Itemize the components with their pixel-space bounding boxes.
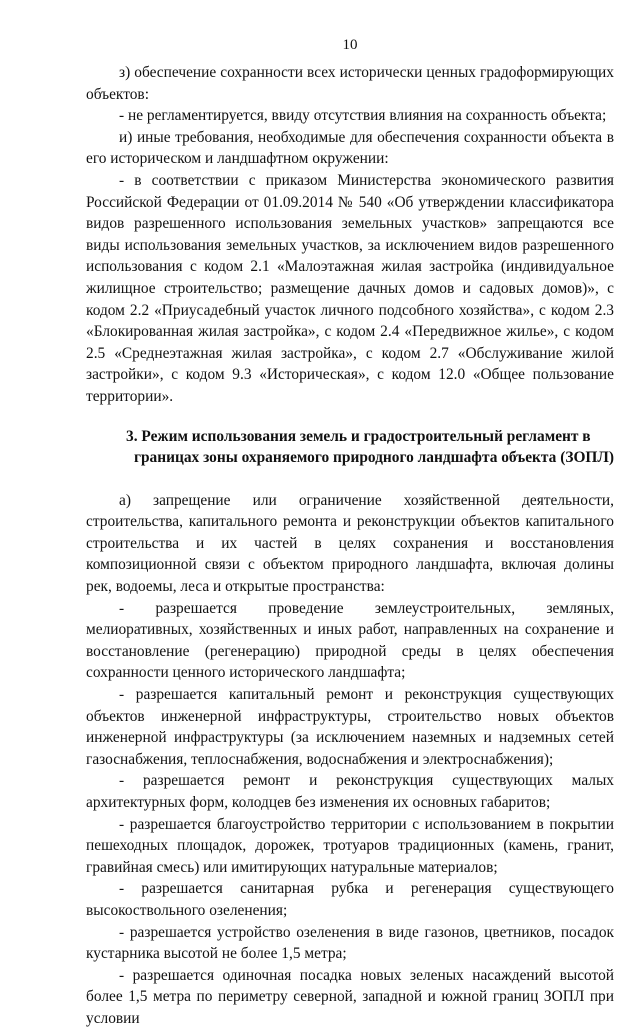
paragraph-i-item: - в соответствии с приказом Министерства экономического развития Российской Федерации от 01.09.2014 № 540 «Об утверждении классификатора видов разрешенного использования земельных участков» запрещаются все виды использования земельных участков, за исключением видов разрешенного использования с кодом 2.1 «Малоэтажная жилая застройка (индивидуальное жилищное строительство; размещение дачных домов и садовых домов)», с кодом 2.2 «Приусадебный участок личного подсобного хозяйства», с кодом 2.3 «Блокированная жилая застройка», с кодом 2.4 «Передвижное жилье», с кодом 2.5 «Среднеэтажная жилая застройка», с кодом 2.7 «Обслуживание жилой застройки», с кодом 9.3 «Историческая», с кодом 12.0 «Общее пользование территории».: [86, 171, 614, 405]
list-item: - разрешается проведение землеустроительных, земляных, мелиоративных, хозяйственных и иных работ, направленных на сохранение и восстановление (регенерацию) природной среды в целях обеспечения сохранности ценного исторического ландшафта;: [86, 599, 614, 682]
page-number: 10: [342, 37, 358, 53]
list-item: - разрешается санитарная рубка и регенерация существующего высокоствольного озеленения;: [86, 880, 614, 919]
paragraph-z-item: - не регламентируется, ввиду отсутствия влияния на сохранность объекта;: [119, 107, 607, 125]
list-item: - разрешается ремонт и реконструкция существующих малых архитектурных форм, колодцев без изменения их основных габаритов;: [86, 772, 614, 811]
list-item: - разрешается устройство озеленения в виде газонов, цветников, посадок кустарника высотой не более 1,5 метра;: [86, 923, 614, 963]
paragraph-a: а) запрещение или ограничение хозяйственной деятельности, строительства, капитального ремонта и реконструкции объектов капитального строительства и их частей в целях сохранения и восстановления композиционной связи с объектом природного ландшафта, включая долины рек, водоемы, леса и открытые пространства:: [86, 491, 614, 596]
document-body: [86, 62, 614, 1030]
list-item: - разрешается благоустройство территории с использованием в покрытии пешеходных площадок, дорожек, тротуаров традиционных (камень, гранит, гравийная смесь) или имитирующих натуральные материалов;: [86, 815, 614, 876]
paragraph-i: и) иные требования, необходимые для обеспечения сохранности объекта в его историческом и ландшафтном окружении:: [86, 128, 614, 168]
section-title: [86, 426, 614, 469]
list-item: - разрешается одиночная посадка новых зеленых насаждений высотой более 1,5 метра по периметру северной, западной и южной границ ЗОПЛ при условии: [86, 966, 614, 1027]
section-title-line1: 3. Режим использования земель и градостроительный регламент в: [126, 427, 591, 445]
section-title-line2: границах зоны охраняемого природного ландшафта объекта (ЗОПЛ): [134, 449, 614, 467]
list-item: - разрешается капитальный ремонт и реконструкция существующих объектов инженерной инфраструктуры, строительство новых объектов инженерной инфраструктуры (за исключением наземных и надземных сетей газоснабжения, теплоснабжения, водоснабжения и электроснабжения);: [86, 686, 614, 768]
paragraph-z: з) обеспечение сохранности всех исторически ценных градоформирующих объектов:: [86, 64, 614, 103]
